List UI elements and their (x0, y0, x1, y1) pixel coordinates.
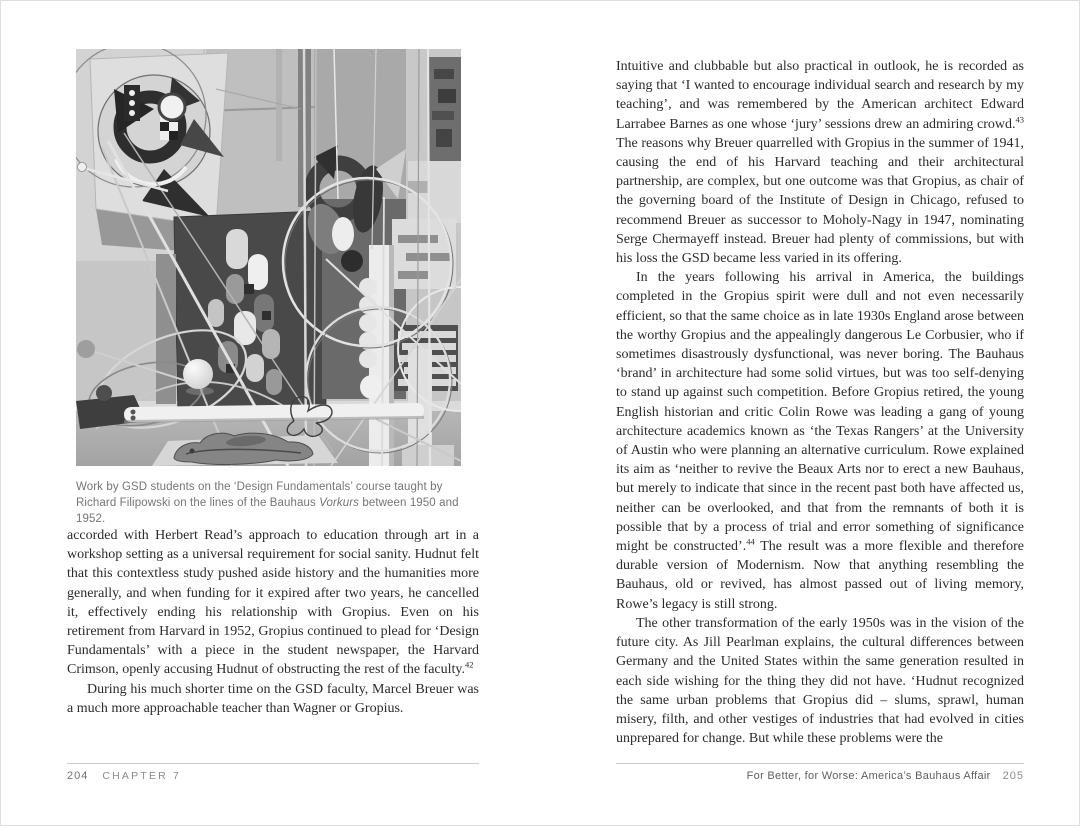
photo-illustration (76, 49, 461, 466)
footnote-marker: 43 (1015, 113, 1024, 124)
body-text-left (67, 526, 479, 718)
paragraph (616, 268, 1024, 614)
figure-caption (76, 479, 466, 527)
text-run: The result was a more flexible and therefore durable version of Modernism. Now that anything resembling the Bauhaus, old or revived, has almost passed out of living memory, Rowe’s legacy is still strong. (616, 539, 1025, 612)
text-run: Vorkurs (319, 497, 360, 509)
footer-rule-left (67, 763, 479, 764)
paragraph (67, 680, 479, 718)
text-run: In the years following his arrival in America, the buildings completed in the Gropius spirit were dull and not even necessarily efficient, so that the same choice as in late 1930s England arose between the worthy Gropius and the appealingly dangerous Le Corbusier, who if sometimes disastrously dysfunctional, was never boring. The Bauhaus ‘brand’ in architecture had some solid virtues, but was too self-denying to stand up against such competition. Before Gropius retired, the young English historian and critic Colin Rowe was leading a gang of young architecture academics known as ‘the Texas Rangers’ at the University of Austin who were planning an alternative curriculum. Rowe explained its aim as ‘neither to revive the Beaux Arts nor to erect a new Bauhaus, but merely to indicate that since in the recent past both have affected us, neither can be overlooked, and that from the remnants of both it is possible that by a process of trial and error something of significance might be constructed’. (616, 270, 1024, 555)
footer-right (616, 770, 1024, 782)
footnote-marker: 42 (465, 659, 474, 670)
gsd-student-work-photo (76, 49, 461, 466)
text-run: Intuitive and clubbable but also practical in outlook, he is recorded as saying that ‘I wanted to encourage individual search and research by my teaching’, and was remembered by the American architect Edward Larrabee Barnes as one whose ‘jury’ sessions drew an admiring crowd. (616, 59, 1024, 132)
text-run: During his much shorter time on the GSD faculty, Marcel Breuer was a much more approachable teacher than Wagner or Gropius. (67, 681, 479, 716)
paragraph (67, 526, 479, 680)
body-text-right (616, 57, 1024, 748)
chapter-label: CHAPTER 7 (102, 770, 182, 782)
footnote-marker: 44 (746, 536, 755, 547)
text-run: The other transformation of the early 1950s was in the vision of the future city. As Jill Pearlman explains, the cultural differences between Germany and the United States within the same generation resulted in each side wishing for the thing they did not have. ‘Hudnut recognized the same urban problems that Gropius did – slums, sprawl, human misery, filth, and other vestiges of industries that had evolved in cities unprepared for change. But while these problems were the (616, 615, 1024, 747)
running-title: For Better, for Worse: America’s Bauhaus Affair (746, 770, 991, 782)
text-run: Work by GSD students on the ‘Design Fundamentals’ course taught by Richard Filipowski on the lines of the Bauhaus (76, 481, 443, 509)
footer-rule-right (616, 763, 1024, 764)
paragraph (616, 57, 1024, 268)
paragraph (616, 614, 1024, 748)
page-number-right: 205 (1002, 770, 1024, 782)
text-run: The reasons why Breuer quarrelled with Gropius in the summer of 1941, causing the end of his Harvard teaching and their architectural partnership, are complex, but one outcome was that Gropius, as chair of the governing board of the Institute of Design in Chicago, refused to recommend Breuer as successor to Moholy-Nagy in 1947, nominating Serge Chermayeff instead. Breuer had plenty of commissions, but with his loss the GSD became less varied in its offering. (616, 135, 1024, 267)
page-number-left: 204 (67, 770, 89, 782)
text-run: between 1950 and 1952. (76, 497, 459, 525)
footer-left (67, 770, 181, 782)
text-run: accorded with Herbert Read’s approach to education through art in a workshop setting as a universal requirement for social sanity. Hudnut felt that this contextless study pushed aside history and the humanities more generally, and when funding for it expired after two years, he cancelled it, effectively ending his relationship with Gropius. Even on his retirement from Harvard in 1952, Gropius continued to plead for ‘Design Fundamentals’ with a piece in the student newspaper, the Harvard Crimson, openly accusing Hudnut of obstructing the rest of the faculty. (67, 528, 479, 678)
